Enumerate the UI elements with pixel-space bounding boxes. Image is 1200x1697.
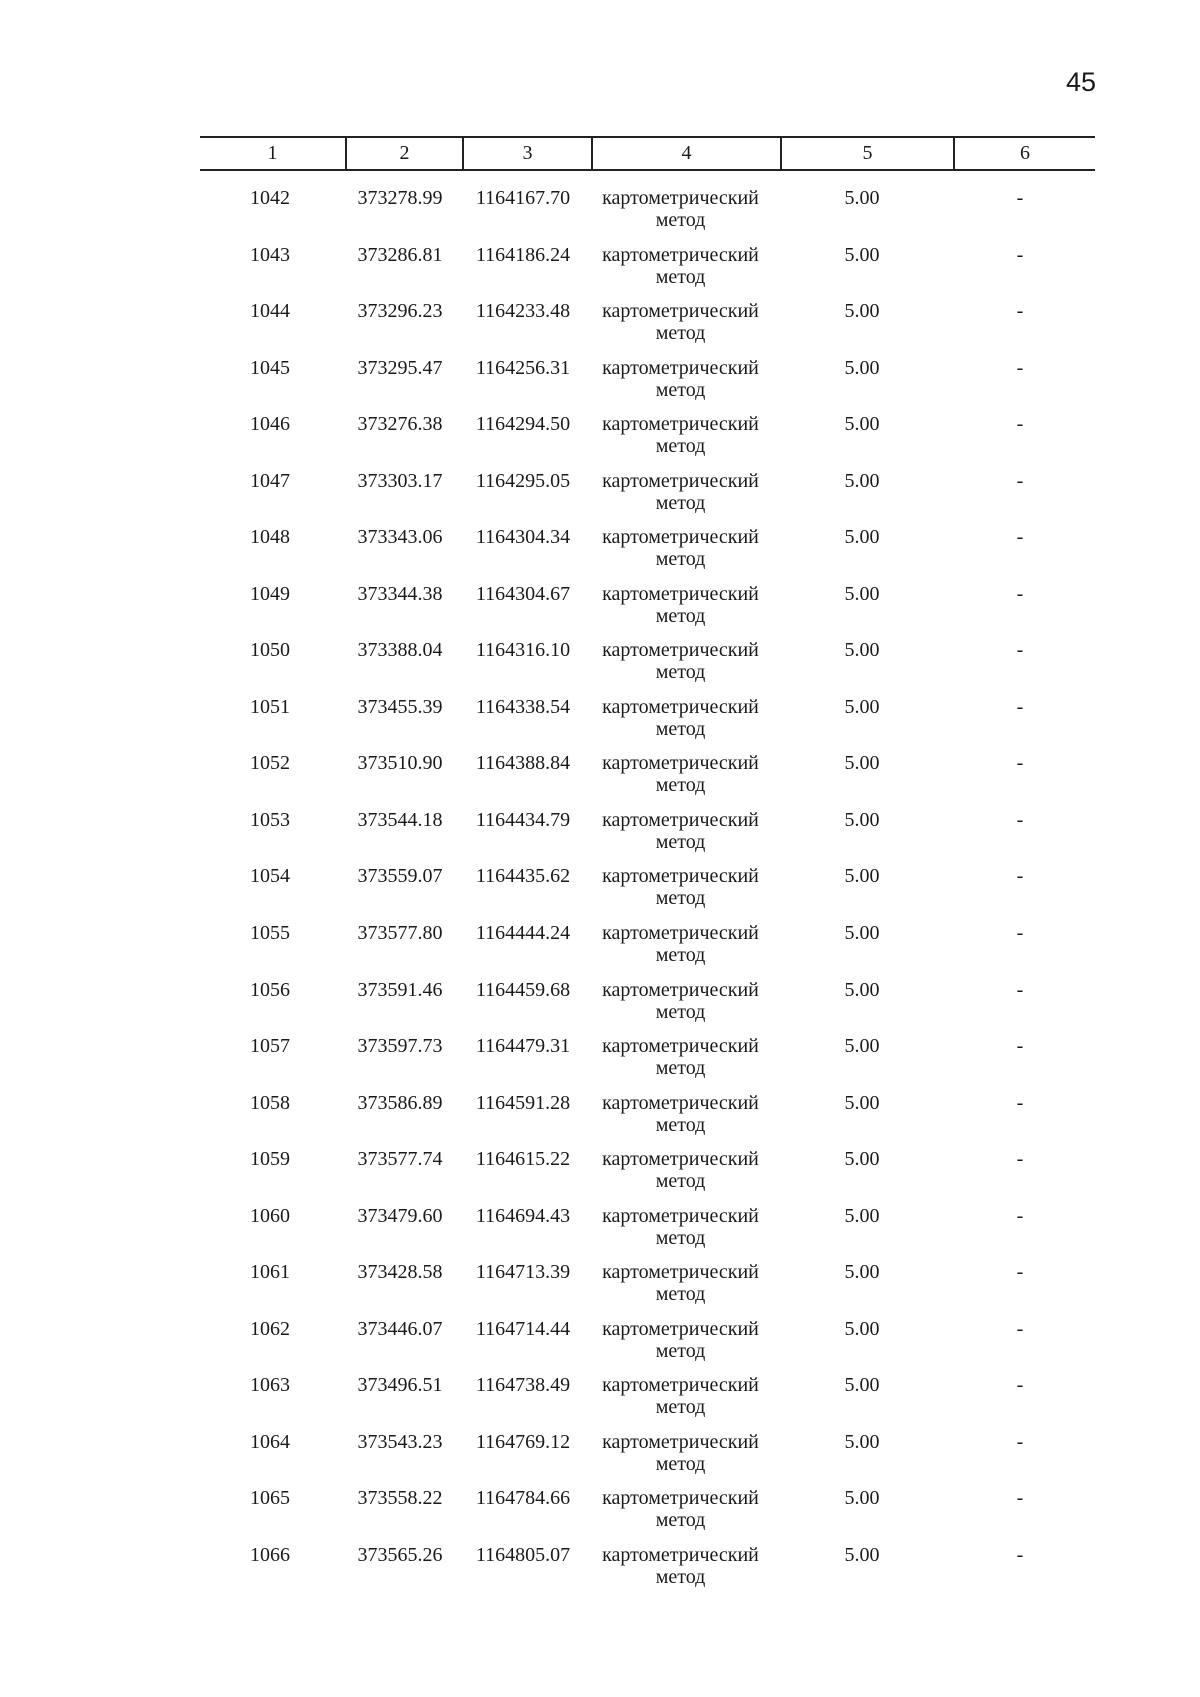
method-cell: картометрический метод: [602, 1543, 759, 1588]
method-cell: картометрический метод: [602, 469, 759, 514]
coordinate-1-cell: 373510.90: [357, 752, 443, 775]
accuracy-cell: 5.00: [844, 1148, 880, 1171]
point-number-cell: 1066: [250, 1543, 290, 1566]
point-number-cell: 1062: [250, 1317, 290, 1340]
header-cell-2: 2: [345, 138, 462, 169]
coordinate-2-cell: 1164294.50: [475, 413, 571, 436]
accuracy-cell: 5.00: [844, 1430, 880, 1453]
header-cell-3: 3: [462, 138, 591, 169]
method-cell: картометрический метод: [602, 1091, 759, 1136]
accuracy-cell: 5.00: [844, 469, 880, 492]
header-cell-4: 4: [591, 138, 780, 169]
method-cell: картометрический метод: [602, 1317, 759, 1362]
point-number-cell: 1060: [250, 1204, 290, 1227]
method-cell: картометрический метод: [602, 752, 759, 797]
point-number-cell: 1065: [250, 1487, 290, 1510]
coordinate-1-cell: 373591.46: [357, 978, 443, 1001]
point-number-cell: 1051: [250, 695, 290, 718]
coordinate-1-cell: 373343.06: [357, 526, 443, 549]
point-number-cell: 1057: [250, 1035, 290, 1058]
method-cell: картометрический метод: [602, 1261, 759, 1306]
method-cell: картометрический метод: [602, 413, 759, 458]
point-number-cell: 1049: [250, 582, 290, 605]
coordinate-2-cell: 1164769.12: [475, 1430, 571, 1453]
table-row: [0, 244, 1200, 290]
table-row: [0, 300, 1200, 346]
note-cell: -: [1016, 469, 1024, 492]
accuracy-cell: 5.00: [844, 1487, 880, 1510]
coordinate-1-cell: 373597.73: [357, 1035, 443, 1058]
method-cell: картометрический метод: [602, 1148, 759, 1193]
table-header: [200, 136, 1095, 171]
method-cell: картометрический метод: [602, 808, 759, 853]
point-number-cell: 1055: [250, 922, 290, 945]
note-cell: -: [1016, 1035, 1024, 1058]
header-cell-6: 6: [953, 138, 1095, 169]
coordinate-2-cell: 1164316.10: [475, 639, 571, 662]
note-cell: -: [1016, 582, 1024, 605]
coordinate-1-cell: 373296.23: [357, 300, 443, 323]
note-cell: -: [1016, 1317, 1024, 1340]
coordinate-2-cell: 1164805.07: [475, 1543, 571, 1566]
table-row: [0, 865, 1200, 911]
table-row: [0, 1092, 1200, 1138]
table-row: [0, 639, 1200, 685]
method-cell: картометрический метод: [602, 922, 759, 967]
table-row: [0, 583, 1200, 629]
method-cell: картометрический метод: [602, 582, 759, 627]
note-cell: -: [1016, 808, 1024, 831]
coordinate-2-cell: 1164459.68: [475, 978, 571, 1001]
method-cell: картометрический метод: [602, 1487, 759, 1532]
coordinate-1-cell: 373565.26: [357, 1543, 443, 1566]
method-cell: картометрический метод: [602, 865, 759, 910]
coordinate-2-cell: 1164714.44: [475, 1317, 571, 1340]
coordinate-1-cell: 373586.89: [357, 1091, 443, 1114]
accuracy-cell: 5.00: [844, 356, 880, 379]
coordinate-1-cell: 373455.39: [357, 695, 443, 718]
accuracy-cell: 5.00: [844, 582, 880, 605]
accuracy-cell: 5.00: [844, 413, 880, 436]
point-number-cell: 1047: [250, 469, 290, 492]
table-row: [0, 187, 1200, 233]
point-number-cell: 1046: [250, 413, 290, 436]
coordinate-2-cell: 1164304.34: [475, 526, 571, 549]
method-cell: картометрический метод: [602, 1374, 759, 1419]
table-row: [0, 1148, 1200, 1194]
table-row: [0, 1205, 1200, 1251]
accuracy-cell: 5.00: [844, 639, 880, 662]
accuracy-cell: 5.00: [844, 922, 880, 945]
method-cell: картометрический метод: [602, 187, 759, 231]
note-cell: -: [1016, 1430, 1024, 1453]
note-cell: -: [1016, 1148, 1024, 1171]
note-cell: -: [1016, 865, 1024, 888]
table-row: [0, 922, 1200, 968]
coordinate-1-cell: 373276.38: [357, 413, 443, 436]
note-cell: -: [1016, 526, 1024, 549]
note-cell: -: [1016, 1204, 1024, 1227]
table-row: [0, 1035, 1200, 1081]
accuracy-cell: 5.00: [844, 1317, 880, 1340]
table-row: [0, 752, 1200, 798]
coordinate-2-cell: 1164713.39: [475, 1261, 571, 1284]
note-cell: -: [1016, 1261, 1024, 1284]
coordinate-1-cell: 373428.58: [357, 1261, 443, 1284]
table-row: [0, 1374, 1200, 1420]
table-row: [0, 1261, 1200, 1307]
coordinate-1-cell: 373344.38: [357, 582, 443, 605]
method-cell: картометрический метод: [602, 1204, 759, 1249]
coordinate-2-cell: 1164435.62: [475, 865, 571, 888]
method-cell: картометрический метод: [602, 300, 759, 345]
point-number-cell: 1048: [250, 526, 290, 549]
coordinate-2-cell: 1164388.84: [475, 752, 571, 775]
accuracy-cell: 5.00: [844, 695, 880, 718]
note-cell: -: [1016, 1374, 1024, 1397]
coordinate-2-cell: 1164615.22: [475, 1148, 571, 1171]
table-row: [0, 696, 1200, 742]
point-number-cell: 1044: [250, 300, 290, 323]
point-number-cell: 1058: [250, 1091, 290, 1114]
accuracy-cell: 5.00: [844, 1543, 880, 1566]
point-number-cell: 1063: [250, 1374, 290, 1397]
accuracy-cell: 5.00: [844, 526, 880, 549]
table-row: [0, 1544, 1200, 1590]
point-number-cell: 1042: [250, 187, 290, 209]
accuracy-cell: 5.00: [844, 978, 880, 1001]
note-cell: -: [1016, 922, 1024, 945]
point-number-cell: 1056: [250, 978, 290, 1001]
coordinate-1-cell: 373446.07: [357, 1317, 443, 1340]
accuracy-cell: 5.00: [844, 865, 880, 888]
coordinate-1-cell: 373388.04: [357, 639, 443, 662]
method-cell: картометрический метод: [602, 356, 759, 401]
coordinate-1-cell: 373558.22: [357, 1487, 443, 1510]
accuracy-cell: 5.00: [844, 1374, 880, 1397]
coordinate-2-cell: 1164233.48: [475, 300, 571, 323]
table-row: [0, 526, 1200, 572]
table-row: [0, 470, 1200, 516]
method-cell: картометрический метод: [602, 1035, 759, 1080]
method-cell: картометрический метод: [602, 243, 759, 288]
coordinate-1-cell: 373543.23: [357, 1430, 443, 1453]
coordinate-1-cell: 373544.18: [357, 808, 443, 831]
header-cell-1: 1: [267, 142, 278, 164]
table-row: [0, 1431, 1200, 1477]
method-cell: картометрический метод: [602, 639, 759, 684]
coordinate-1-cell: 373295.47: [357, 356, 443, 379]
note-cell: -: [1016, 300, 1024, 323]
accuracy-cell: 5.00: [844, 1035, 880, 1058]
note-cell: -: [1016, 356, 1024, 379]
method-cell: картометрический метод: [602, 978, 759, 1023]
coordinate-1-cell: 373577.80: [357, 922, 443, 945]
accuracy-cell: 5.00: [844, 243, 880, 266]
accuracy-cell: 5.00: [844, 1091, 880, 1114]
note-cell: -: [1016, 978, 1024, 1001]
coordinate-2-cell: 1164479.31: [475, 1035, 571, 1058]
table-body: [0, 187, 1200, 1607]
accuracy-cell: 5.00: [844, 300, 880, 323]
coordinate-2-cell: 1164444.24: [475, 922, 571, 945]
coordinate-1-cell: 373286.81: [357, 243, 443, 266]
coordinate-1-cell: 373303.17: [357, 469, 443, 492]
coordinate-2-cell: 1164186.24: [475, 243, 571, 266]
coordinate-2-cell: 1164295.05: [475, 469, 571, 492]
note-cell: -: [1016, 695, 1024, 718]
coordinate-2-cell: 1164784.66: [475, 1487, 571, 1510]
coordinate-2-cell: 1164434.79: [475, 808, 571, 831]
note-cell: -: [1016, 752, 1024, 775]
coordinate-2-cell: 1164694.43: [475, 1204, 571, 1227]
coordinate-1-cell: 373577.74: [357, 1148, 443, 1171]
point-number-cell: 1052: [250, 752, 290, 775]
table-row: [0, 1318, 1200, 1364]
point-number-cell: 1059: [250, 1148, 290, 1171]
table-row: [0, 979, 1200, 1025]
point-number-cell: 1043: [250, 243, 290, 266]
coordinate-1-cell: 373278.99: [357, 187, 443, 209]
accuracy-cell: 5.00: [844, 752, 880, 775]
table-row: [0, 809, 1200, 855]
method-cell: картометрический метод: [602, 1430, 759, 1475]
coordinate-2-cell: 1164256.31: [475, 356, 571, 379]
point-number-cell: 1050: [250, 639, 290, 662]
point-number-cell: 1054: [250, 865, 290, 888]
note-cell: -: [1016, 1543, 1024, 1566]
header-cell-5: 5: [780, 138, 953, 169]
page-number: 45: [1065, 67, 1096, 97]
note-cell: -: [1016, 413, 1024, 436]
coordinate-1-cell: 373559.07: [357, 865, 443, 888]
table-row: [0, 413, 1200, 459]
note-cell: -: [1016, 1091, 1024, 1114]
point-number-cell: 1045: [250, 356, 290, 379]
accuracy-cell: 5.00: [844, 1261, 880, 1284]
accuracy-cell: 5.00: [844, 808, 880, 831]
coordinate-2-cell: 1164304.67: [475, 582, 571, 605]
coordinate-2-cell: 1164738.49: [475, 1374, 571, 1397]
coordinate-1-cell: 373479.60: [357, 1204, 443, 1227]
table-row: [0, 357, 1200, 403]
point-number-cell: 1061: [250, 1261, 290, 1284]
coordinate-1-cell: 373496.51: [357, 1374, 443, 1397]
method-cell: картометрический метод: [602, 695, 759, 740]
point-number-cell: 1053: [250, 808, 290, 831]
note-cell: -: [1016, 243, 1024, 266]
coordinate-2-cell: 1164338.54: [475, 695, 571, 718]
note-cell: -: [1016, 1487, 1024, 1510]
coordinate-2-cell: 1164167.70: [475, 187, 571, 209]
method-cell: картометрический метод: [602, 526, 759, 571]
note-cell: -: [1016, 187, 1024, 209]
table-row: [0, 1487, 1200, 1533]
point-number-cell: 1064: [250, 1430, 290, 1453]
note-cell: -: [1016, 639, 1024, 662]
accuracy-cell: 5.00: [844, 1204, 880, 1227]
accuracy-cell: 5.00: [844, 187, 880, 209]
coordinate-2-cell: 1164591.28: [475, 1091, 571, 1114]
